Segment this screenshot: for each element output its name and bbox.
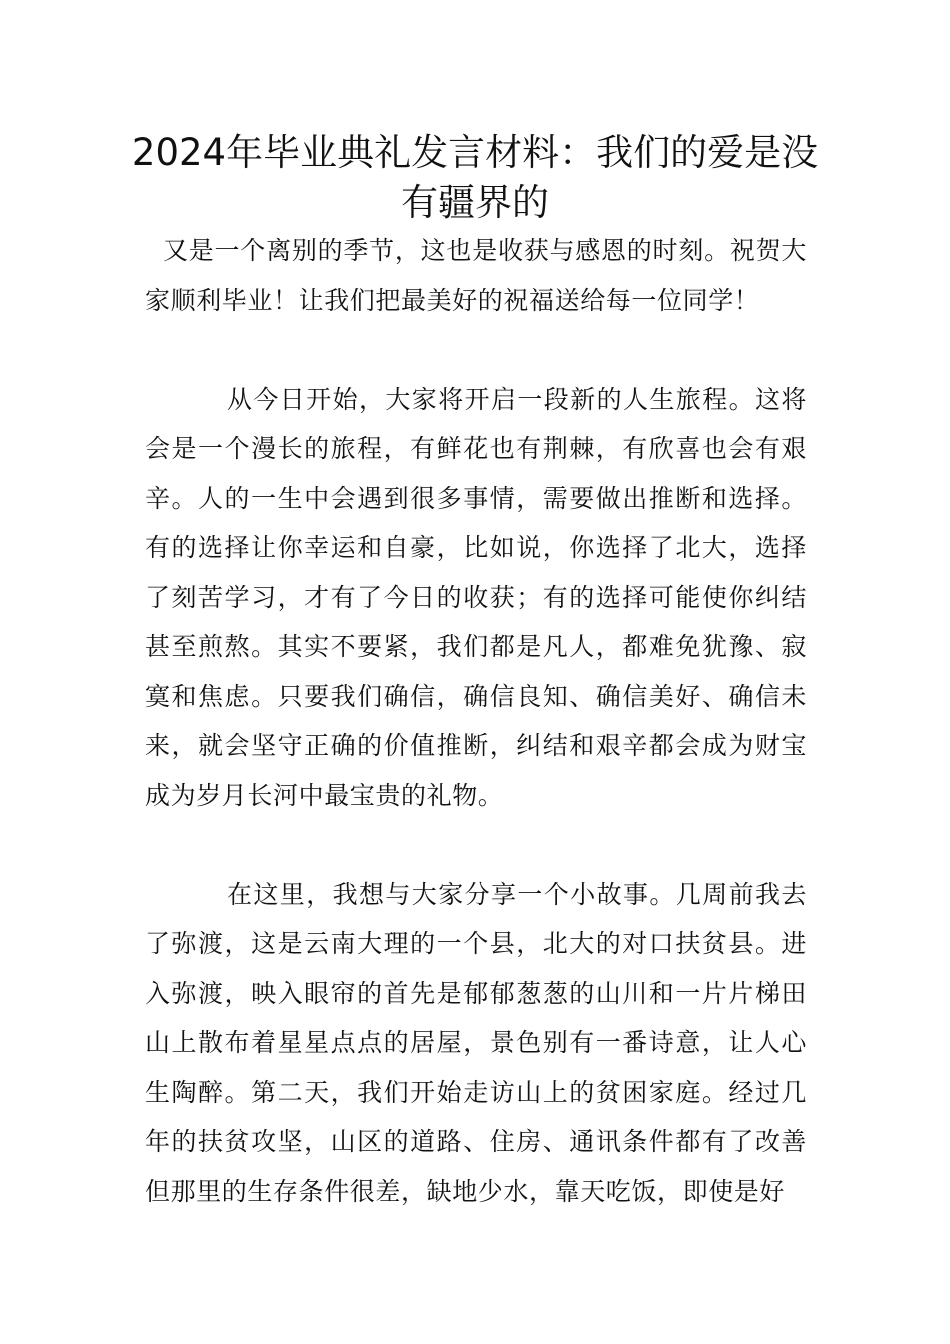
paragraph-intro: 又是一个离别的季节，这也是收获与感恩的时刻。祝贺大家顺利毕业！让我们把最美好的祝福送给每一位同学！	[145, 236, 807, 315]
document-body	[145, 226, 807, 1216]
paragraph-new-journey: 从今日开始，大家将开启一段新的人生旅程。这将会是一个漫长的旅程，有鲜花也有荆棘，有欣喜也会有艰辛。人的一生中会遇到很多事情，需要做出推断和选择。有的选择让你幸运和自豪，比如说，你选择了北大，选择了刻苦学习，才有了今日的收获；有的选择可能使你纠结甚至煎熬。其实不要紧，我们都是凡人，都难免犹豫、寂寞和焦虑。只要我们确信，确信良知、确信美好、确信未来，就会坚守正确的价值推断，纠结和艰辛都会成为财宝成为岁月长河中最宝贵的礼物。	[145, 384, 807, 810]
paragraph-midu-story: 在这里，我想与大家分享一个小故事。几周前我去了弥渡，这是云南大理的一个县，北大的对口扶贫县。进入弥渡，映入眼帘的首先是郁郁葱葱的山川和一片片梯田山上散布着星星点点的居屋，景色别有一番诗意，让人心生陶醉。第二天，我们开始走访山上的贫困家庭。经过几年的扶贫攻坚，山区的道路、住房、通讯条件都有了改善但那里的生存条件很差，缺地少水，靠天吃饭，即使是好	[145, 879, 807, 1206]
document-title: 2024年毕业典礼发言材料：我们的爱是没有疆界的	[131, 131, 819, 224]
paragraph-gap	[145, 325, 807, 375]
paragraph-gap	[145, 820, 807, 870]
